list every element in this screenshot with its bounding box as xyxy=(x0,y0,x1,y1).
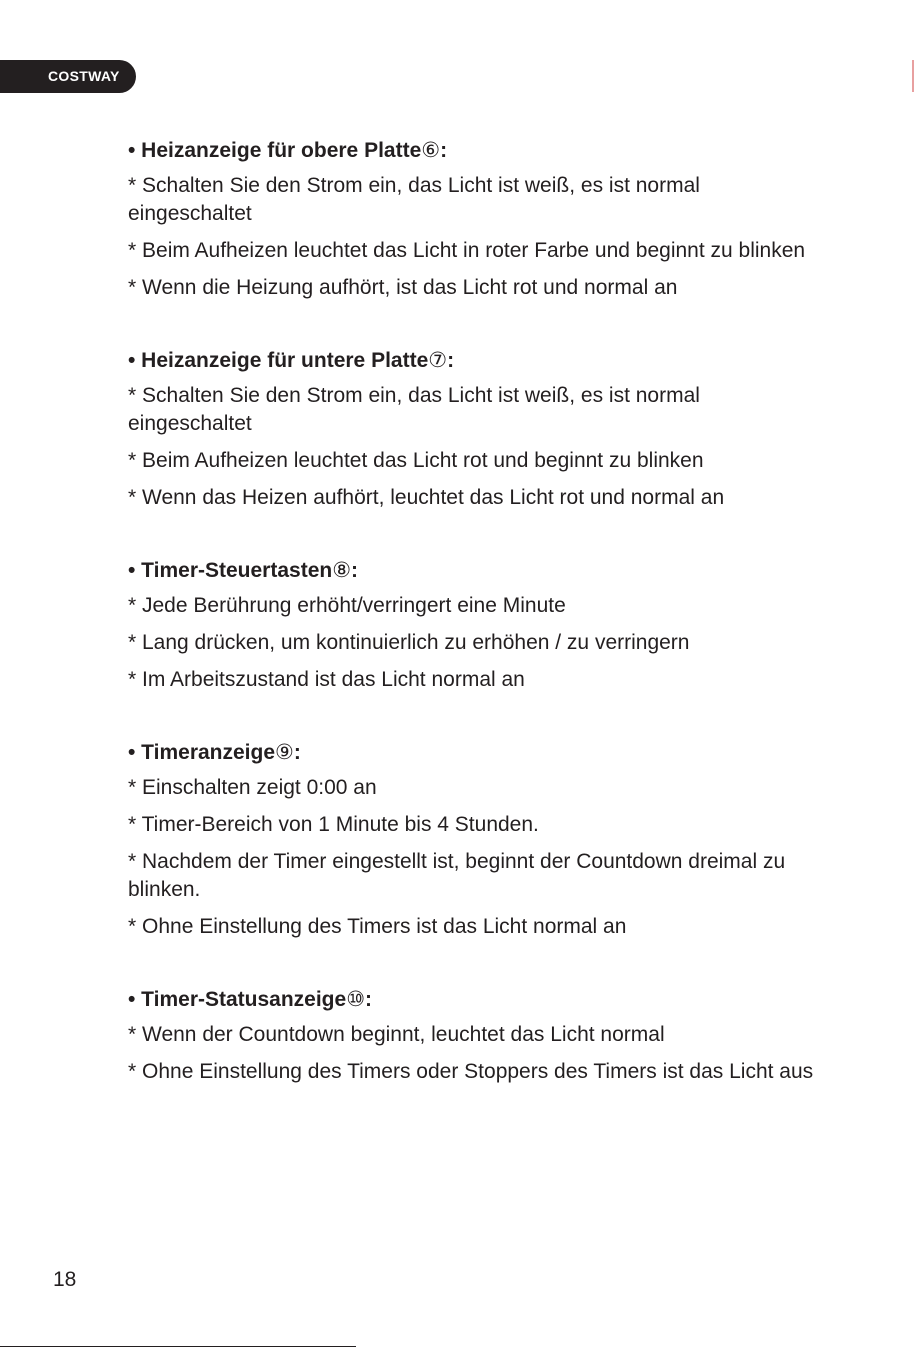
reference-number: ⑩ xyxy=(346,988,366,1011)
reference-number: ⑧ xyxy=(332,559,352,582)
instruction-line: * Beim Aufheizen leuchtet das Licht in roter Farbe und beginnt zu blinken xyxy=(128,239,806,262)
heading-colon: : xyxy=(293,741,301,764)
section-heater-indicator-lower xyxy=(128,346,828,512)
brand-logo xyxy=(0,60,136,93)
section-heading xyxy=(128,556,828,586)
instruction-line: * Ohne Einstellung des Timers ist das Licht normal an xyxy=(128,915,627,938)
heading-text: • Timer-Steuertasten xyxy=(128,559,333,582)
reference-number: ⑥ xyxy=(421,139,441,162)
instruction-line: * Einschalten zeigt 0:00 an xyxy=(128,776,377,799)
section-heading xyxy=(128,346,828,376)
manual-content xyxy=(128,136,828,1130)
heading-text: • Heizanzeige für obere Platte xyxy=(128,139,422,162)
brand-logo-text: COSTWAY xyxy=(48,68,120,84)
instruction-line: * Schalten Sie den Strom ein, das Licht ist weiß, es ist normal eingeschaltet xyxy=(128,384,700,435)
reference-number: ⑨ xyxy=(275,741,294,764)
section-heading xyxy=(128,985,828,1015)
instruction-line: * Lang drücken, um kontinuierlich zu erhöhen / zu verringern xyxy=(128,631,690,654)
heading-colon: : xyxy=(365,988,373,1011)
instruction-line: * Jede Berührung erhöht/verringert eine Minute xyxy=(128,594,566,617)
instruction-line: * Beim Aufheizen leuchtet das Licht rot und beginnt zu blinken xyxy=(128,449,704,472)
instruction-line: * Im Arbeitszustand ist das Licht normal an xyxy=(128,668,525,691)
instruction-line: * Wenn das Heizen aufhört, leuchtet das Licht rot und normal an xyxy=(128,486,725,509)
instruction-line: * Nachdem der Timer eingestellt ist, beginnt der Countdown dreimal zu blinken. xyxy=(128,850,786,901)
heading-colon: : xyxy=(440,139,448,162)
section-timer-display xyxy=(128,738,828,941)
reference-number: ⑦ xyxy=(428,349,448,372)
instruction-line: * Ohne Einstellung des Timers oder Stoppers des Timers ist das Licht aus xyxy=(128,1060,814,1083)
section-heading xyxy=(128,738,828,768)
section-timer-control-buttons xyxy=(128,556,828,694)
instruction-line: * Schalten Sie den Strom ein, das Licht ist weiß, es ist normal eingeschaltet xyxy=(128,174,700,225)
section-heater-indicator-upper xyxy=(128,136,828,302)
heading-text: • Timeranzeige xyxy=(128,741,276,764)
heading-colon: : xyxy=(447,349,455,372)
section-timer-status-indicator xyxy=(128,985,828,1086)
heading-text: • Timer-Statusanzeige xyxy=(128,988,347,1011)
page-number: 18 xyxy=(53,1268,77,1291)
heading-text: • Heizanzeige für untere Platte xyxy=(128,349,429,372)
instruction-line: * Wenn der Countdown beginnt, leuchtet das Licht normal xyxy=(128,1023,665,1046)
heading-colon: : xyxy=(351,559,359,582)
bottom-rule xyxy=(0,1346,356,1347)
instruction-line: * Timer-Bereich von 1 Minute bis 4 Stunden. xyxy=(128,813,539,836)
section-heading xyxy=(128,136,828,166)
instruction-line: * Wenn die Heizung aufhört, ist das Licht rot und normal an xyxy=(128,276,678,299)
